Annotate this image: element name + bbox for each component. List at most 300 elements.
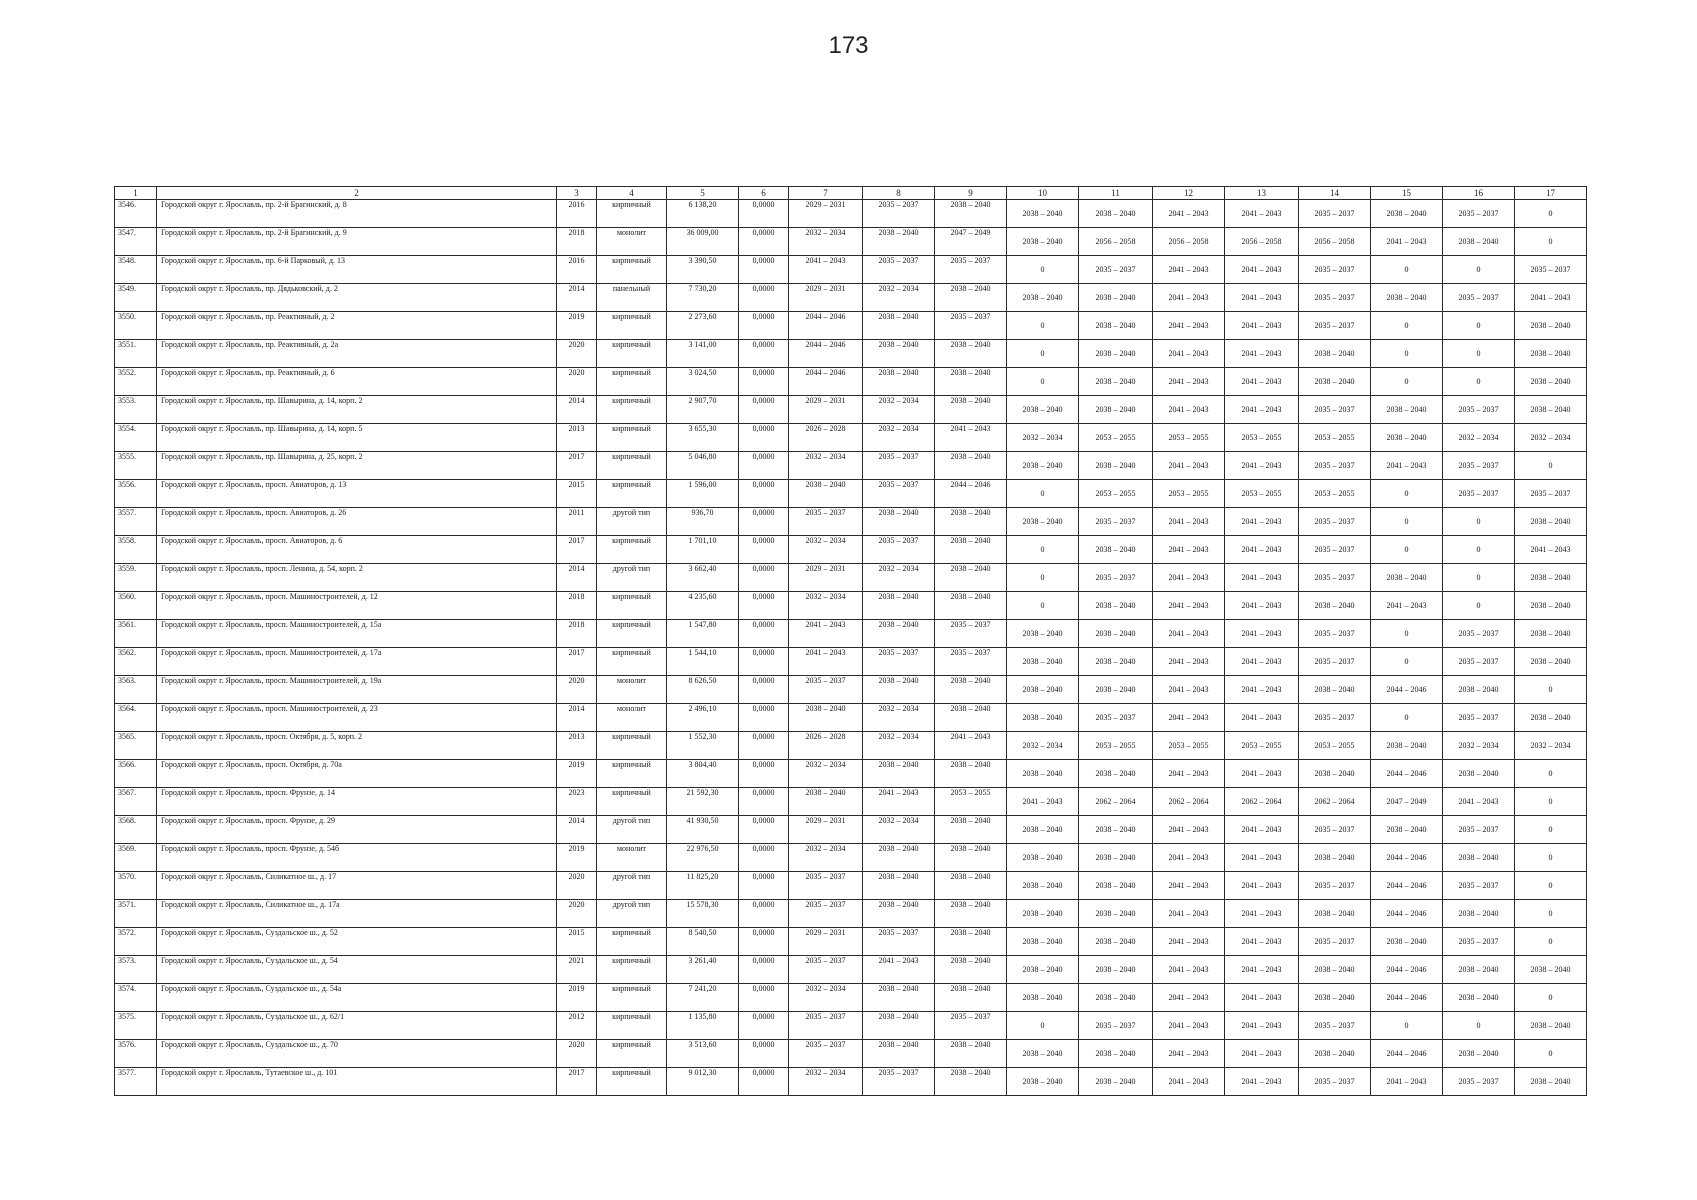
table-cell: 0 [1515,984,1587,1012]
table-cell: 2038 – 2040 [1443,228,1515,256]
table-cell: 2029 – 2031 [789,200,863,228]
table-cell: 2041 – 2043 [1153,564,1225,592]
table-cell: 2038 – 2040 [863,900,935,928]
table-cell: кирпичный [597,256,667,284]
table-cell: 2041 – 2043 [1153,200,1225,228]
table-cell: Городской округ г. Ярославль, просп. Авиаторов, д. 13 [157,480,557,508]
table-cell: 0,0000 [739,452,789,480]
table-cell: 2038 – 2040 [1299,760,1371,788]
table-cell: 0 [1007,256,1079,284]
table-cell: 2041 – 2043 [1225,1040,1299,1068]
table-cell: 2038 – 2040 [1079,844,1153,872]
table-cell: 2035 – 2037 [789,676,863,704]
table-cell: кирпичный [597,312,667,340]
table-cell: 2041 – 2043 [1225,676,1299,704]
table-cell: 2041 – 2043 [1371,228,1443,256]
table-cell: 2038 – 2040 [789,480,863,508]
table-cell: 0 [1007,368,1079,396]
table-cell: 3576. [115,1040,157,1068]
table-cell: 2032 – 2034 [863,564,935,592]
table-cell: 2044 – 2046 [789,368,863,396]
table-cell: 2041 – 2043 [1153,872,1225,900]
table-cell: 2013 [557,732,597,760]
table-cell: 21 592,30 [667,788,739,816]
table-cell: 2044 – 2046 [1371,1040,1443,1068]
table-cell: 2012 [557,1012,597,1040]
table-cell: 2035 – 2037 [789,1040,863,1068]
table-row [115,200,1587,228]
table-cell: 2035 – 2037 [1299,648,1371,676]
table-cell: 0,0000 [739,984,789,1012]
column-header-2: 2 [157,187,557,200]
table-cell: 2041 – 2043 [1153,256,1225,284]
table-cell: 2035 – 2037 [1299,312,1371,340]
table-cell: 0 [1371,256,1443,284]
table-cell: Городской округ г. Ярославль, Суздальское ш., д. 54 [157,956,557,984]
table-cell: 9 012,30 [667,1068,739,1096]
table-cell: 2041 – 2043 [1371,1068,1443,1096]
table-cell: 2020 [557,368,597,396]
table-cell: 2038 – 2040 [1299,956,1371,984]
table-cell: 2014 [557,396,597,424]
table-cell: 0 [1371,620,1443,648]
table-cell: 2038 – 2040 [1515,956,1587,984]
table-cell: 2053 – 2055 [1299,480,1371,508]
column-header-15: 15 [1371,187,1443,200]
table-cell: 2032 – 2034 [789,844,863,872]
table-cell: 2035 – 2037 [1299,928,1371,956]
table-cell: 2038 – 2040 [1371,396,1443,424]
table-cell: 3556. [115,480,157,508]
table-cell: кирпичный [597,760,667,788]
table-cell: 2041 – 2043 [1153,760,1225,788]
table-cell: 2032 – 2034 [1007,424,1079,452]
table-cell: 2029 – 2031 [789,928,863,956]
table-cell: 2038 – 2040 [863,508,935,536]
table-cell: 2041 – 2043 [1225,592,1299,620]
table-cell: 0,0000 [739,788,789,816]
table-cell: 2053 – 2055 [1079,480,1153,508]
table-cell: 0,0000 [739,1068,789,1096]
table-cell: 2041 – 2043 [1153,816,1225,844]
table-cell: 0 [1443,592,1515,620]
table-cell: 2038 – 2040 [935,984,1007,1012]
table-cell: 2038 – 2040 [1007,648,1079,676]
table-cell: 0 [1515,844,1587,872]
table-cell: 2038 – 2040 [1079,592,1153,620]
table-cell: 0 [1515,788,1587,816]
table-cell: 2041 – 2043 [1153,508,1225,536]
table-cell: 2041 – 2043 [1153,340,1225,368]
table-cell: 2038 – 2040 [1007,200,1079,228]
table-cell: 2035 – 2037 [1443,620,1515,648]
table-cell: 3548. [115,256,157,284]
table-cell: 2035 – 2037 [935,1012,1007,1040]
table-cell: 2038 – 2040 [1007,396,1079,424]
table-cell: 2018 [557,228,597,256]
table-cell: 2041 – 2043 [1007,788,1079,816]
table-cell: 2029 – 2031 [789,396,863,424]
table-cell: 2038 – 2040 [935,508,1007,536]
table-row [115,508,1587,536]
table-cell: 2038 – 2040 [1371,424,1443,452]
table-cell: 2041 – 2043 [1225,928,1299,956]
table-cell: кирпичный [597,200,667,228]
table-cell: 3563. [115,676,157,704]
table-cell: 2041 – 2043 [1153,648,1225,676]
table-cell: 2032 – 2034 [863,424,935,452]
table-cell: кирпичный [597,928,667,956]
table-cell: 2038 – 2040 [1007,676,1079,704]
table-cell: Городской округ г. Ярославль, пр. Реактивный, д. 6 [157,368,557,396]
table-cell: 0,0000 [739,536,789,564]
table-cell: 2041 – 2043 [863,788,935,816]
table-cell: 2038 – 2040 [863,592,935,620]
table-cell: 2038 – 2040 [863,340,935,368]
table-cell: 2035 – 2037 [1443,704,1515,732]
table-cell: 3554. [115,424,157,452]
table-cell: 3 141,00 [667,340,739,368]
table-row [115,480,1587,508]
table-cell: 2032 – 2034 [863,396,935,424]
table-cell: 2041 – 2043 [1225,844,1299,872]
table-cell: 2035 – 2037 [1079,1012,1153,1040]
table-cell: 2038 – 2040 [1371,564,1443,592]
table-cell: 2056 – 2058 [1299,228,1371,256]
table-cell: 2038 – 2040 [1079,872,1153,900]
table-cell: 2038 – 2040 [863,1040,935,1068]
table-cell: 2032 – 2034 [789,228,863,256]
table-cell: 2041 – 2043 [1225,704,1299,732]
table-cell: 2032 – 2034 [789,984,863,1012]
table-cell: кирпичный [597,452,667,480]
table-cell: 2041 – 2043 [935,424,1007,452]
table-cell: 2038 – 2040 [1007,844,1079,872]
table-cell: 2038 – 2040 [935,340,1007,368]
table-cell: 0 [1443,368,1515,396]
table-cell: 2038 – 2040 [1007,508,1079,536]
table-cell: 3572. [115,928,157,956]
table-cell: 3577. [115,1068,157,1096]
table-cell: 2041 – 2043 [1225,312,1299,340]
table-cell: кирпичный [597,340,667,368]
table-cell: 2041 – 2043 [789,620,863,648]
table-cell: 2038 – 2040 [1079,340,1153,368]
table-cell: 2035 – 2037 [863,480,935,508]
table-cell: монолит [597,676,667,704]
table-cell: 2038 – 2040 [935,956,1007,984]
table-cell: 2035 – 2037 [1299,816,1371,844]
table-cell: 0,0000 [739,928,789,956]
table-cell: 0,0000 [739,564,789,592]
table-cell: 2038 – 2040 [1515,508,1587,536]
table-cell: 0 [1371,368,1443,396]
table-cell: 2016 [557,256,597,284]
table-cell: 2038 – 2040 [1007,816,1079,844]
table-cell: 2044 – 2046 [789,312,863,340]
table-cell: 2038 – 2040 [1371,928,1443,956]
table-cell: Городской округ г. Ярославль, Суздальское ш., д. 62/1 [157,1012,557,1040]
table-cell: 2038 – 2040 [1079,676,1153,704]
table-cell: 2038 – 2040 [935,816,1007,844]
table-cell: 0 [1007,340,1079,368]
table-cell: 2038 – 2040 [935,704,1007,732]
table-cell: 2017 [557,648,597,676]
table-cell: 0 [1371,480,1443,508]
table-cell: 2019 [557,984,597,1012]
table-cell: 0,0000 [739,1040,789,1068]
table-cell: 0,0000 [739,900,789,928]
table-cell: 0,0000 [739,424,789,452]
table-cell: 2044 – 2046 [1371,844,1443,872]
table-cell: 36 009,00 [667,228,739,256]
table-cell: 2044 – 2046 [1371,984,1443,1012]
table-cell: другой тип [597,816,667,844]
table-cell: 2038 – 2040 [1515,592,1587,620]
table-cell: 2032 – 2034 [1515,732,1587,760]
table-cell: 2038 – 2040 [1079,284,1153,312]
table-cell: 2038 – 2040 [1007,928,1079,956]
table-cell: 2035 – 2037 [1443,200,1515,228]
table-cell: 0 [1515,928,1587,956]
table-cell: 2053 – 2055 [1079,424,1153,452]
table-cell: Городской округ г. Ярославль, пр. Шавырина, д. 25, корп. 2 [157,452,557,480]
table-cell: 2032 – 2034 [1443,732,1515,760]
table-cell: 3571. [115,900,157,928]
table-cell: 2035 – 2037 [1299,284,1371,312]
column-header-8: 8 [863,187,935,200]
table-cell: Городской округ г. Ярославль, Суздальское ш., д. 70 [157,1040,557,1068]
table-cell: 2038 – 2040 [1079,984,1153,1012]
table-cell: 3 261,40 [667,956,739,984]
table-cell: 2038 – 2040 [1079,1068,1153,1096]
table-cell: 2035 – 2037 [863,536,935,564]
table-cell: 3557. [115,508,157,536]
table-cell: 2041 – 2043 [1225,368,1299,396]
table-cell: Городской округ г. Ярославль, Суздальское ш., д. 52 [157,928,557,956]
table-cell: 2038 – 2040 [935,452,1007,480]
table-cell: 2044 – 2046 [1371,760,1443,788]
table-row [115,424,1587,452]
table-cell: 2038 – 2040 [1443,900,1515,928]
table-cell: кирпичный [597,592,667,620]
table-cell: 3552. [115,368,157,396]
table-cell: 2041 – 2043 [789,648,863,676]
table-cell: 2038 – 2040 [1515,312,1587,340]
table-cell: 2017 [557,1068,597,1096]
table-cell: 2038 – 2040 [863,312,935,340]
table-cell: 2023 [557,788,597,816]
column-header-9: 9 [935,187,1007,200]
table-cell: 2014 [557,704,597,732]
table-cell: кирпичный [597,1068,667,1096]
table-cell: 2038 – 2040 [1007,1040,1079,1068]
table-cell: 0 [1371,704,1443,732]
table-cell: Городской округ г. Ярославль, просп. Авиаторов, д. 6 [157,536,557,564]
table-cell: кирпичный [597,620,667,648]
column-header-4: 4 [597,187,667,200]
table-cell: 2032 – 2034 [863,816,935,844]
column-header-11: 11 [1079,187,1153,200]
table-cell: 2013 [557,424,597,452]
table-cell: 0,0000 [739,200,789,228]
table-cell: 2035 – 2037 [1443,816,1515,844]
table-cell: 2035 – 2037 [1443,648,1515,676]
table-cell: 2038 – 2040 [1007,452,1079,480]
table-row [115,620,1587,648]
table-cell: 2041 – 2043 [1153,676,1225,704]
table-cell: 6 138,20 [667,200,739,228]
table-cell: 2032 – 2034 [789,760,863,788]
table-cell: 2041 – 2043 [1225,256,1299,284]
table-cell: 2038 – 2040 [789,788,863,816]
table-cell: 2032 – 2034 [789,1068,863,1096]
table-cell: 2038 – 2040 [863,368,935,396]
table-cell: Городской округ г. Ярославль, пр. Шавырина, д. 14, корп. 5 [157,424,557,452]
table-cell: 2041 – 2043 [1371,592,1443,620]
table-cell: 2020 [557,340,597,368]
table-cell: 2038 – 2040 [1007,900,1079,928]
table-cell: 2035 – 2037 [1079,704,1153,732]
table-cell: 2038 – 2040 [935,844,1007,872]
table-row [115,1068,1587,1096]
table-cell: 2035 – 2037 [1299,1012,1371,1040]
table-cell: Городской округ г. Ярославль, Силикатное ш., д. 17 [157,872,557,900]
table-cell: другой тип [597,508,667,536]
table-cell: 3570. [115,872,157,900]
column-header-17: 17 [1515,187,1587,200]
column-header-10: 10 [1007,187,1079,200]
table-cell: 2035 – 2037 [1443,396,1515,424]
table-cell: 2038 – 2040 [1443,984,1515,1012]
table-cell: 2041 – 2043 [1225,648,1299,676]
table-cell: 2041 – 2043 [1225,200,1299,228]
table-cell: 0,0000 [739,396,789,424]
table-cell: 0,0000 [739,620,789,648]
table-cell: 2035 – 2037 [1299,1068,1371,1096]
table-cell: 2053 – 2055 [1225,424,1299,452]
table-cell: 2038 – 2040 [1079,536,1153,564]
table-cell: 2035 – 2037 [863,928,935,956]
table-cell: 2038 – 2040 [1007,956,1079,984]
table-cell: 2035 – 2037 [1443,872,1515,900]
table-cell: 2041 – 2043 [935,732,1007,760]
column-header-3: 3 [557,187,597,200]
table-cell: 1 701,10 [667,536,739,564]
table-cell: 3559. [115,564,157,592]
table-cell: Городской округ г. Ярославль, просп. Машиностроителей, д. 12 [157,592,557,620]
table-cell: кирпичный [597,984,667,1012]
table-cell: 2038 – 2040 [1299,340,1371,368]
table-row [115,536,1587,564]
table-cell: 0 [1371,648,1443,676]
table-cell: 2038 – 2040 [1299,900,1371,928]
table-cell: 2047 – 2049 [935,228,1007,256]
table-cell: 2044 – 2046 [935,480,1007,508]
table-cell: 0,0000 [739,732,789,760]
table-cell: 0 [1371,1012,1443,1040]
table-cell: 2053 – 2055 [1225,732,1299,760]
table-cell: 0,0000 [739,676,789,704]
table-cell: 2035 – 2037 [935,256,1007,284]
table-cell: 2014 [557,564,597,592]
table-cell: 2041 – 2043 [1225,508,1299,536]
table-cell: 1 547,80 [667,620,739,648]
table-cell: 0 [1515,200,1587,228]
table-row [115,760,1587,788]
table-cell: кирпичный [597,536,667,564]
table-cell: монолит [597,844,667,872]
table-cell: Городской округ г. Ярославль, просп. Машиностроителей, д. 19а [157,676,557,704]
table-cell: 2038 – 2040 [1515,1012,1587,1040]
table-cell: 3 662,40 [667,564,739,592]
table-row [115,900,1587,928]
table-cell: Городской округ г. Ярославль, пр. Шавырина, д. 14, корп. 2 [157,396,557,424]
table-cell: 2035 – 2037 [1299,872,1371,900]
table-cell: 2053 – 2055 [1153,732,1225,760]
table-cell: 2038 – 2040 [1443,844,1515,872]
table-cell: 2041 – 2043 [1153,984,1225,1012]
table-cell: 0,0000 [739,1012,789,1040]
table-cell: 2062 – 2064 [1299,788,1371,816]
table-cell: монолит [597,228,667,256]
table-cell: 2038 – 2040 [1007,228,1079,256]
table-cell: 2041 – 2043 [1153,536,1225,564]
table-cell: 3549. [115,284,157,312]
table-cell: 2041 – 2043 [1153,1068,1225,1096]
table-cell: Городской округ г. Ярославль, пр. 2-й Брагинский, д. 9 [157,228,557,256]
table-cell: 2041 – 2043 [1225,1012,1299,1040]
table-cell: 0 [1007,536,1079,564]
table-cell: 1 135,80 [667,1012,739,1040]
table-cell: 3558. [115,536,157,564]
table-cell: Городской округ г. Ярославль, пр. 6-й Парковый, д. 13 [157,256,557,284]
table-cell: 2041 – 2043 [1153,396,1225,424]
header-row [115,187,1587,200]
table-cell: 0,0000 [739,368,789,396]
table-cell: 2038 – 2040 [1007,704,1079,732]
table-cell: 3560. [115,592,157,620]
table-cell: Городской округ г. Ярославль, просп. Октября, д. 70а [157,760,557,788]
table-cell: другой тип [597,900,667,928]
table-cell: 2038 – 2040 [1007,872,1079,900]
table-cell: 2014 [557,284,597,312]
table-cell: 11 825,20 [667,872,739,900]
table-cell: 2038 – 2040 [1443,760,1515,788]
table-cell: 2035 – 2037 [935,648,1007,676]
table-cell: 15 578,30 [667,900,739,928]
table-cell: 2032 – 2034 [1515,424,1587,452]
table-cell: 2032 – 2034 [863,704,935,732]
table-cell: 3567. [115,788,157,816]
table-cell: 22 976,50 [667,844,739,872]
table-cell: 0 [1371,340,1443,368]
table-cell: 0 [1371,312,1443,340]
table-cell: 2038 – 2040 [1299,1040,1371,1068]
table-row [115,592,1587,620]
table-cell: 3 655,30 [667,424,739,452]
table-cell: 2035 – 2037 [863,648,935,676]
table-row [115,564,1587,592]
table-cell: 2038 – 2040 [1515,368,1587,396]
table-cell: 2035 – 2037 [1299,704,1371,732]
table-cell: 2018 [557,592,597,620]
table-cell: Городской округ г. Ярославль, просп. Машиностроителей, д. 17а [157,648,557,676]
table-cell: 3564. [115,704,157,732]
table-cell: 2038 – 2040 [1079,200,1153,228]
table-cell: 3566. [115,760,157,788]
table-cell: 2038 – 2040 [863,676,935,704]
